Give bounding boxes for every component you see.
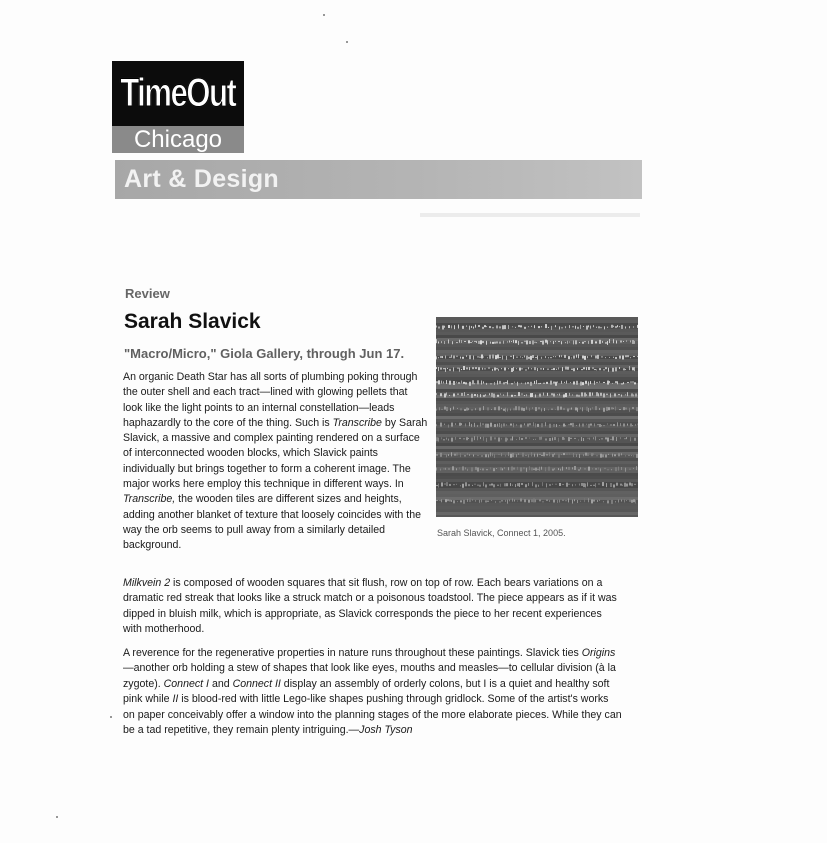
scan-speck xyxy=(56,816,58,818)
painting-illustration xyxy=(436,317,638,517)
italic-title-text: Josh Tyson xyxy=(359,724,413,737)
scan-speck xyxy=(110,716,112,718)
italic-title-text: Milkvein 2 xyxy=(123,577,171,589)
body-text: the wooden tiles are different sizes and heights, adding another blanket of texture that loosely coincides with the way the orb seems to pull away from a similarly detailed background. xyxy=(123,493,421,552)
italic-title-text: Transcribe xyxy=(332,416,382,429)
paragraph-3 xyxy=(123,646,623,738)
article-kicker: Review xyxy=(125,286,170,301)
article-body-column xyxy=(123,370,428,554)
italic-title-text: Transcribe, xyxy=(123,493,176,506)
section-banner xyxy=(115,160,642,199)
scan-speck xyxy=(323,14,325,16)
timeout-chicago-logo xyxy=(112,61,244,153)
italic-title-text: Origins xyxy=(581,647,616,659)
article-title: Sarah Slavick xyxy=(124,310,261,333)
logo-wordmark: TimeOut xyxy=(112,61,244,126)
divider xyxy=(420,213,640,217)
paragraph-1 xyxy=(123,370,428,554)
logo-city: Chicago xyxy=(112,126,244,153)
body-text: is composed of wooden squares that sit flush, row on top of row. Each bears variations on a dramatic red streak that looks like a struck match or a poisonous toadstool. The piece appears as if it was dipped in bluish milk, which is appropriate, as Slavick corresponds the piece to her recent experiences with motherhood. xyxy=(123,577,617,636)
body-text: —another orb holding a stew of shapes that look like eyes, mouths and measles—to cellular division (à la zygote). xyxy=(123,662,616,690)
paragraph-2 xyxy=(123,576,623,638)
italic-title-text: Connect I xyxy=(163,677,209,690)
image-caption: Sarah Slavick, Connect 1, 2005. xyxy=(437,528,566,538)
article-subtitle: "Macro/Micro," Giola Gallery, through Jun 17. xyxy=(124,346,405,361)
italic-title-text: II xyxy=(172,693,179,706)
body-text: by Sarah Slavick, a massive and complex painting rendered on a surface of interconnected wooden blocks, which Slavick paints individually but brings together to form a coherent image. The major works here employ this technique in different ways. In xyxy=(123,416,428,491)
body-text: and xyxy=(209,677,233,690)
article-body-lower-2 xyxy=(123,646,623,738)
artwork-image xyxy=(436,317,638,517)
italic-title-text: Connect II xyxy=(232,677,281,690)
section-title: Art & Design xyxy=(124,165,280,193)
body-text: display an assembly of orderly colons, but I is a quiet and healthy soft pink while xyxy=(123,677,610,706)
body-text: An organic Death Star has all sorts of plumbing poking through the outer shell and each tract—lined with glowing pellets that look like the light points to an internal constellation—leads haphazardly to the core of the thing. Such is xyxy=(123,371,418,429)
body-text: A reverence for the regenerative properties in nature runs throughout these paintings. Slavick ties xyxy=(123,647,582,659)
article-body-lower-1 xyxy=(123,576,623,638)
scan-speck xyxy=(346,41,348,43)
body-text: is blood-red with little Lego-like shapes pushing through gridlock. Some of the artist's works on paper conceivably offer a window into the planning stages of the more elaborate pieces. While they can be a tad repetitive, they remain plenty intriguing.— xyxy=(123,693,622,737)
